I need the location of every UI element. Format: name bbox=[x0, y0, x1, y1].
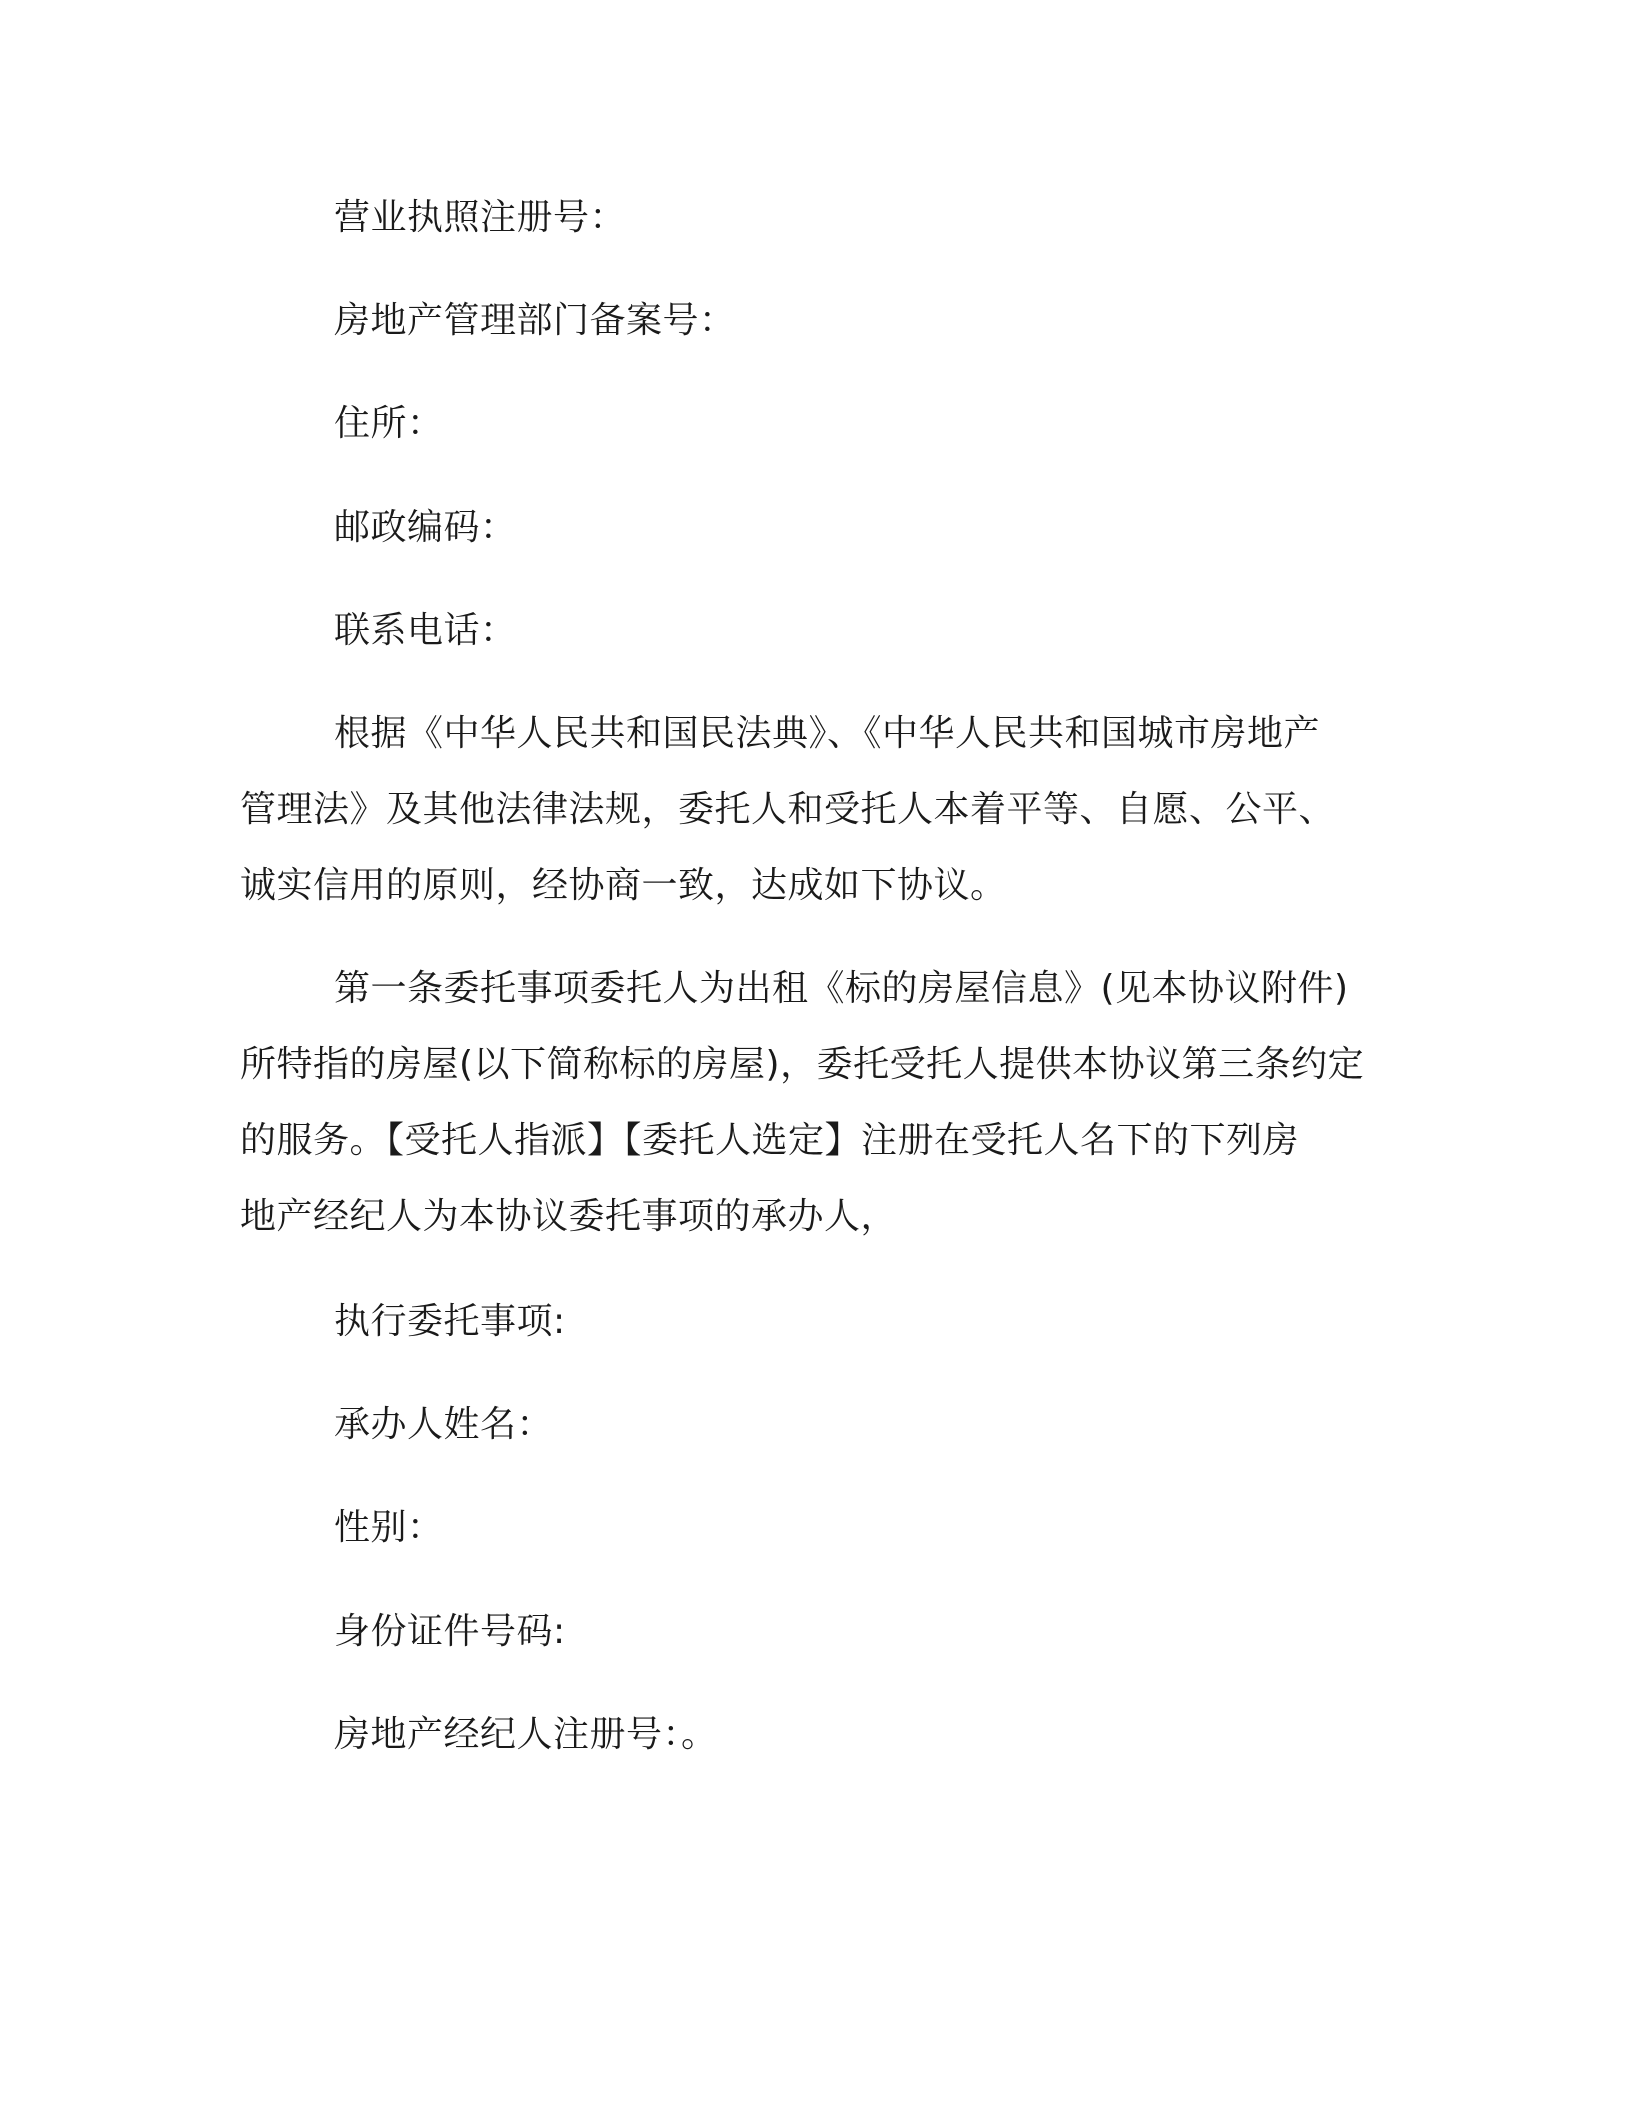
paragraph-article1-line-2: 所特指的房屋(以下简称标的房屋)，委托受托人提供本协议第三条约定 bbox=[240, 1044, 1365, 1085]
field-id-number: 身份证件号码: bbox=[334, 1611, 566, 1652]
field-agent-name: 承办人姓名： bbox=[334, 1404, 554, 1445]
field-execute-matters: 执行委托事项: bbox=[334, 1301, 566, 1342]
field-agent-registration-number: 房地产经纪人注册号：。 bbox=[334, 1714, 718, 1755]
paragraph-basis-line-3: 诚实信用的原则，经协商一致，达成如下协议。 bbox=[240, 865, 1007, 906]
field-gender: 性别： bbox=[334, 1507, 444, 1548]
field-real-estate-filing-number: 房地产管理部门备案号： bbox=[334, 300, 736, 341]
paragraph-article1-line-1: 第一条委托事项委托人为出租《标的房屋信息》(见本协议附件) bbox=[334, 968, 1349, 1009]
field-address: 住所： bbox=[334, 403, 444, 444]
paragraph-basis-line-2: 管理法》及其他法律法规，委托人和受托人本着平等、自愿、公平、 bbox=[240, 789, 1336, 830]
paragraph-article1-line-4: 地产经纪人为本协议委托事项的承办人， bbox=[240, 1196, 898, 1237]
field-business-license-number: 营业执照注册号： bbox=[334, 197, 627, 238]
field-phone: 联系电话： bbox=[334, 610, 517, 651]
paragraph-article1-line-3: 的服务。【受托人指派】【委托人选定】注册在受托人名下的下列房 bbox=[240, 1120, 1300, 1161]
field-postal-code: 邮政编码： bbox=[334, 507, 517, 548]
paragraph-basis-line-1: 根据《中华人民共和国民法典》、《中华人民共和国城市房地产 bbox=[334, 713, 1321, 754]
